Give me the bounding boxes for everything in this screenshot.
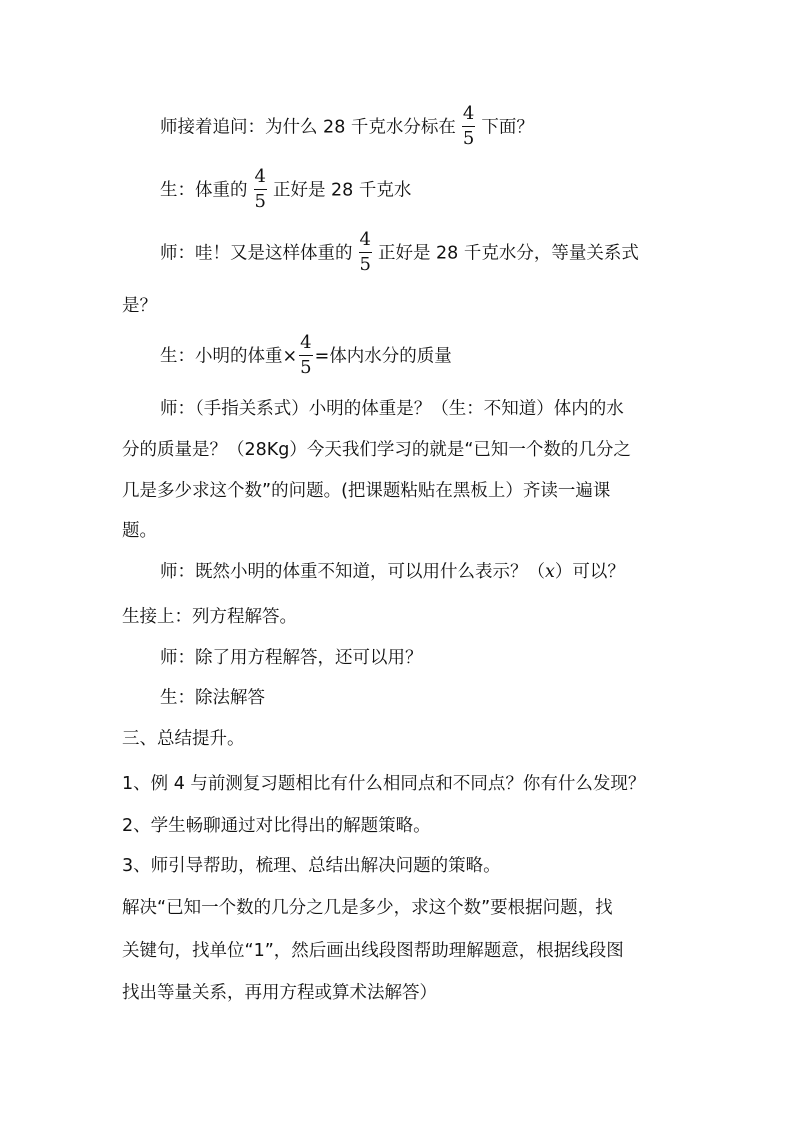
list-item-3 [122, 846, 682, 887]
text-segment: 3、师引导帮助，梳理、总结出解决问题的策略。 [122, 856, 501, 876]
summary-line-2 [122, 931, 682, 972]
text-segment: 生接上：列方程解答。 [122, 607, 297, 627]
paragraph-5-line-2 [122, 430, 682, 471]
text-segment: 2、学生畅聊通过对比得出的解题策略。 [122, 816, 431, 836]
dialogue-line-1 [160, 105, 680, 150]
text-segment: 分的质量是？（28Kg）今天我们学习的就是“已知一个数的几分之 [122, 440, 631, 460]
fraction-four-fifths [359, 230, 372, 275]
fraction-numerator: 4 [462, 103, 475, 124]
paragraph-5-line-4 [122, 511, 682, 552]
fraction-denominator: 5 [359, 254, 371, 275]
text-segment: 正好是 28 千克水 [272, 180, 412, 201]
summary-line-3 [122, 973, 682, 1014]
fraction-denominator: 5 [462, 128, 475, 149]
dialogue-line-2 [160, 168, 680, 213]
text-segment: 是？ [122, 296, 157, 316]
text-segment: 题。 [122, 521, 157, 541]
fraction-four-fifths [299, 333, 312, 378]
text-segment: 生：小明的体重× [160, 346, 298, 367]
paragraph-6-line-2 [122, 597, 682, 638]
text-segment: 下面？ [481, 117, 534, 138]
dialogue-line-3 [160, 231, 680, 276]
list-item-2 [122, 806, 682, 847]
fraction-numerator: 4 [254, 166, 266, 187]
text-segment: 生：体重的 [160, 180, 248, 201]
paragraph-5-line-3 [122, 471, 682, 512]
paragraph-7 [160, 638, 680, 679]
text-segment: 师接着追问：为什么 28 千克水分标在 [160, 117, 456, 138]
list-item-1 [122, 764, 682, 805]
fraction-numerator: 4 [359, 229, 371, 250]
paragraph-5-line-1 [160, 389, 680, 430]
text-segment: =体内水分的质量 [314, 346, 452, 367]
text-segment: 生：除法解答 [160, 688, 265, 708]
fraction-numerator: 4 [300, 332, 312, 353]
text-segment: 师：（手指关系式）小明的体重是？（生：不知道）体内的水 [160, 399, 624, 419]
paragraph-6-line-1 [160, 552, 680, 593]
variable-x: x [545, 562, 555, 582]
text-segment: 师：除了用方程解答，还可以用？ [160, 648, 423, 668]
text-segment: 师：哇！又是这样体重的 [160, 243, 353, 264]
text-segment: 1、例 4 与前测复习题相比有什么相同点和不同点？你有什么发现？ [122, 774, 646, 794]
text-segment: ）可以？ [554, 562, 625, 582]
fraction-denominator: 5 [254, 191, 266, 212]
fraction-denominator: 5 [300, 357, 312, 378]
dialogue-line-3-cont [122, 286, 682, 327]
text-segment: 正好是 28 千克水分，等量关系式 [377, 243, 639, 264]
fraction-four-fifths [462, 104, 475, 149]
text-segment: 师：既然小明的体重不知道，可以用什么表示？（ [160, 562, 545, 582]
paragraph-8 [160, 678, 680, 719]
dialogue-line-4 [160, 334, 680, 379]
section-heading-3 [122, 719, 682, 760]
text-segment: 几是多少求这个数”的问题。(把课题粘贴在黑板上）齐读一遍课 [122, 481, 611, 501]
text-segment: 三、总结提升。 [122, 729, 245, 749]
fraction-four-fifths [254, 167, 267, 212]
text-segment: 找出等量关系，再用方程或算术法解答） [122, 983, 437, 1003]
text-segment: 解决“已知一个数的几分之几是多少，求这个数”要根据问题，找 [122, 898, 613, 918]
text-segment: 关键句，找单位“1”，然后画出线段图帮助理解题意，根据线段图 [122, 941, 624, 961]
summary-line-1 [122, 888, 682, 929]
